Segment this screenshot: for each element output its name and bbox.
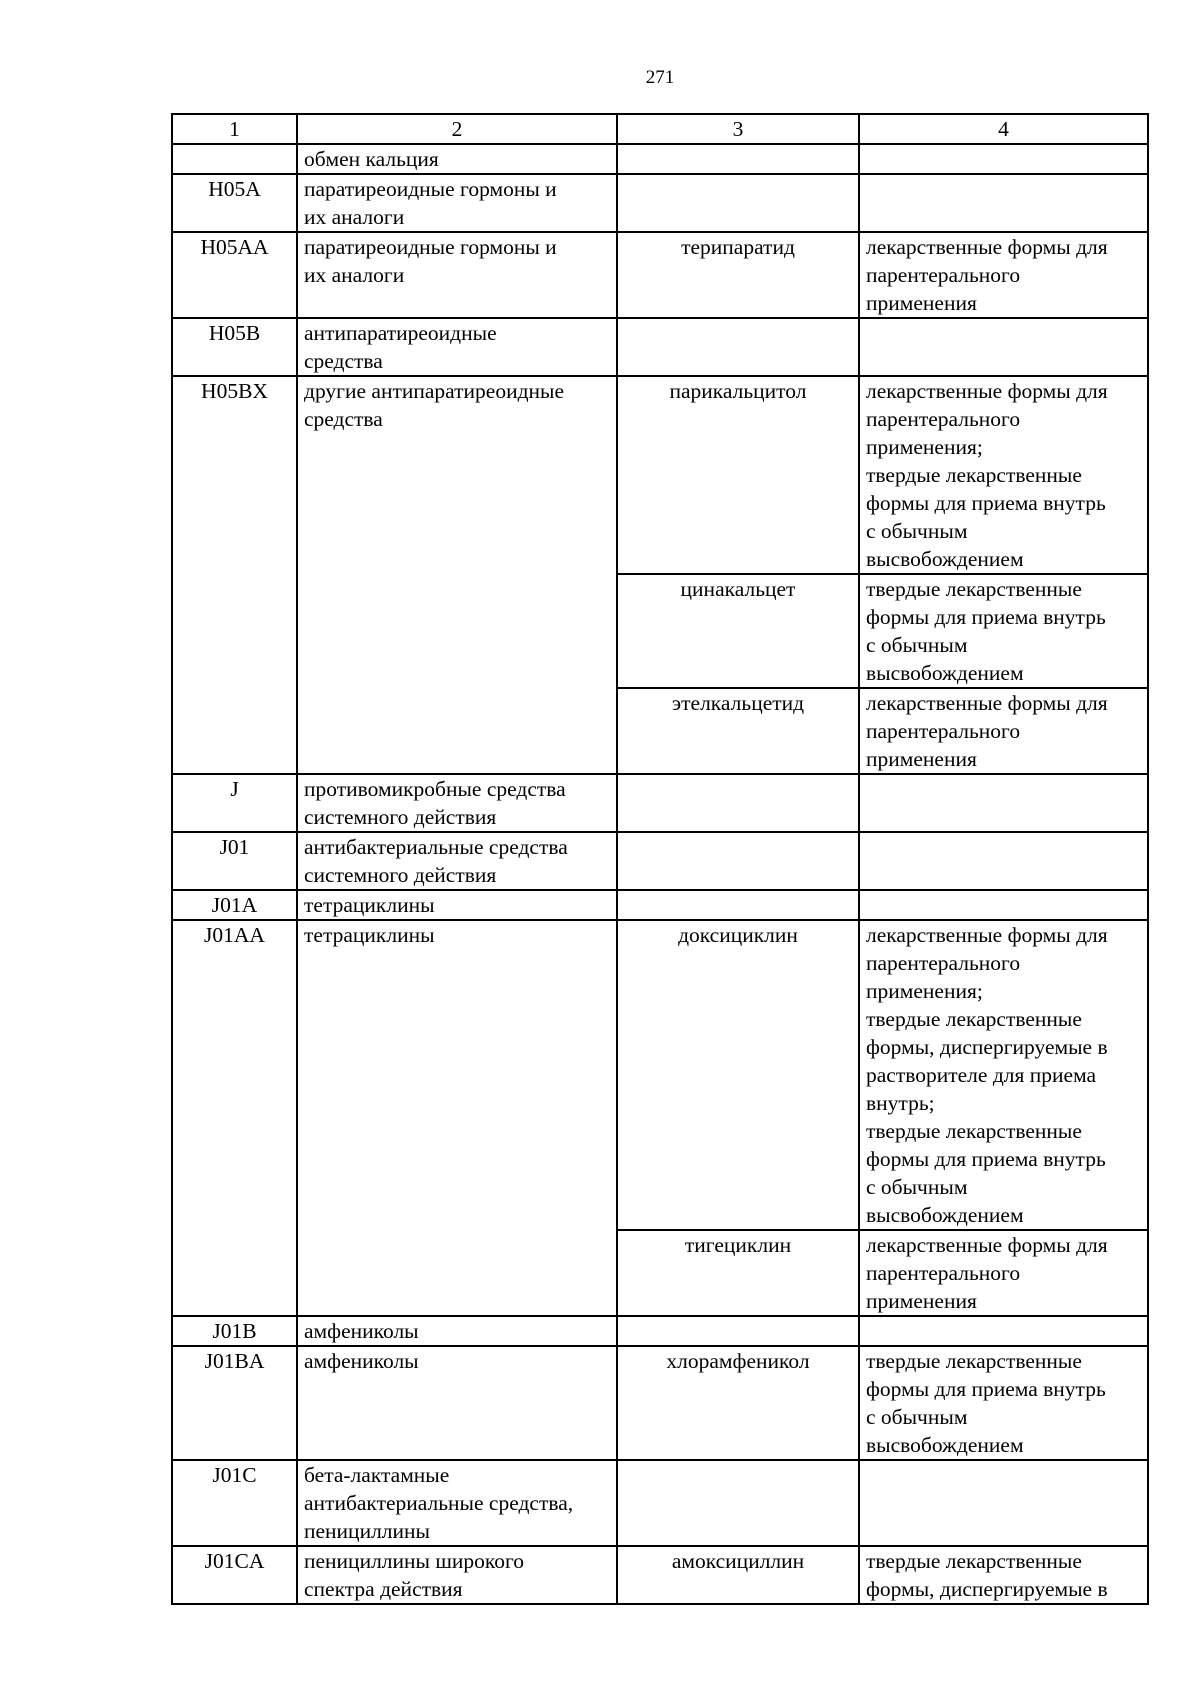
group-name-cell-line: паратиреоидные гормоны и xyxy=(304,235,557,259)
group-name-cell xyxy=(297,1546,617,1604)
dosage-form-cell-line: твердые лекарственные xyxy=(866,1549,1082,1573)
group-name-cell-line: антибактериальные средства xyxy=(304,835,568,859)
group-name-cell xyxy=(297,920,617,1316)
table-row xyxy=(172,144,1148,174)
dosage-form-cell xyxy=(859,174,1148,232)
dosage-form-cell-line: парентерального xyxy=(866,1261,1021,1285)
dosage-form-cell-line: формы, диспергируемые в xyxy=(866,1577,1108,1601)
table-row xyxy=(172,890,1148,920)
dosage-form-cell-line: применения; xyxy=(866,979,983,1003)
dosage-form-cell-line: применения xyxy=(866,747,977,771)
drug-name-cell xyxy=(617,1316,859,1346)
header-cell-1: 1 xyxy=(172,114,297,144)
dosage-form-cell-line: твердые лекарственные xyxy=(866,1349,1082,1373)
atc-code-cell: J01A xyxy=(172,890,297,920)
drug-name-cell xyxy=(617,1460,859,1546)
dosage-form-cell-line: твердые лекарственные xyxy=(866,577,1082,601)
dosage-form-cell xyxy=(859,1546,1148,1604)
group-name-cell-line: пенициллины xyxy=(304,1519,430,1543)
atc-code-cell: J01B xyxy=(172,1316,297,1346)
dosage-form-cell-line: лекарственные формы для xyxy=(866,235,1108,259)
drug-name-cell: терипаратид xyxy=(617,232,859,318)
atc-code-cell xyxy=(172,144,297,174)
group-name-cell xyxy=(297,1460,617,1546)
dosage-form-cell-line: лекарственные формы для xyxy=(866,923,1108,947)
drug-name-cell xyxy=(617,774,859,832)
dosage-form-cell-line: высвобождением xyxy=(866,1433,1024,1457)
drug-name-cell: амоксициллин xyxy=(617,1546,859,1604)
group-name-cell xyxy=(297,174,617,232)
group-name-cell-line: обмен кальция xyxy=(304,147,439,171)
dosage-form-cell xyxy=(859,1460,1148,1546)
drug-name-cell xyxy=(617,832,859,890)
atc-code-cell: H05BX xyxy=(172,376,297,774)
group-name-cell xyxy=(297,144,617,174)
dosage-form-cell-line: парентерального xyxy=(866,951,1021,975)
table-row xyxy=(172,774,1148,832)
dosage-form-cell-line: формы, диспергируемые в xyxy=(866,1035,1108,1059)
group-name-cell-line: системного действия xyxy=(304,805,497,829)
group-name-cell-line: спектра действия xyxy=(304,1577,463,1601)
dosage-form-cell xyxy=(859,688,1148,774)
group-name-cell-line: антипаратиреоидные xyxy=(304,321,497,345)
drug-name-cell xyxy=(617,318,859,376)
dosage-form-cell xyxy=(859,1316,1148,1346)
table-row xyxy=(172,832,1148,890)
table-row xyxy=(172,376,1148,574)
dosage-form-cell-line: формы для приема внутрь xyxy=(866,1377,1106,1401)
group-name-cell-line: средства xyxy=(304,349,383,373)
drug-name-cell xyxy=(617,890,859,920)
dosage-form-cell-line: парентерального xyxy=(866,407,1021,431)
dosage-form-cell-line: высвобождением xyxy=(866,661,1024,685)
drug-classification-table xyxy=(171,113,1149,1605)
drug-name-cell xyxy=(617,174,859,232)
header-cell-4: 4 xyxy=(859,114,1148,144)
dosage-form-cell-line: растворителе для приема xyxy=(866,1063,1097,1087)
table-row xyxy=(172,1546,1148,1604)
dosage-form-cell-line: парентерального xyxy=(866,263,1021,287)
dosage-form-cell xyxy=(859,920,1148,1230)
table-row xyxy=(172,920,1148,1230)
group-name-cell-line: средства xyxy=(304,407,383,431)
group-name-cell xyxy=(297,832,617,890)
table-row xyxy=(172,318,1148,376)
group-name-cell-line: тетрациклины xyxy=(304,893,435,917)
atc-code-cell: H05B xyxy=(172,318,297,376)
dosage-form-cell-line: с обычным xyxy=(866,1405,968,1429)
dosage-form-cell-line: твердые лекарственные xyxy=(866,463,1082,487)
dosage-form-cell-line: с обычным xyxy=(866,633,968,657)
dosage-form-cell-line: применения; xyxy=(866,435,983,459)
dosage-form-cell-line: формы для приема внутрь xyxy=(866,1147,1106,1171)
atc-code-cell: H05AA xyxy=(172,232,297,318)
page-number: 271 xyxy=(645,67,675,88)
dosage-form-cell-line: лекарственные формы для xyxy=(866,691,1108,715)
drug-name-cell: парикальцитол xyxy=(617,376,859,574)
dosage-form-cell xyxy=(859,376,1148,574)
drug-name-cell: тигециклин xyxy=(617,1230,859,1316)
group-name-cell xyxy=(297,774,617,832)
dosage-form-cell-line: высвобождением xyxy=(866,1203,1024,1227)
group-name-cell-line: амфениколы xyxy=(304,1319,419,1343)
group-name-cell-line: тетрациклины xyxy=(304,923,435,947)
dosage-form-cell xyxy=(859,890,1148,920)
table-row xyxy=(172,1346,1148,1460)
atc-code-cell: J01CA xyxy=(172,1546,297,1604)
dosage-form-cell-line: формы для приема внутрь xyxy=(866,491,1106,515)
table-row xyxy=(172,1316,1148,1346)
group-name-cell xyxy=(297,232,617,318)
drug-name-cell: этелкальцетид xyxy=(617,688,859,774)
dosage-form-cell-line: твердые лекарственные xyxy=(866,1119,1082,1143)
header-cell-2: 2 xyxy=(297,114,617,144)
dosage-form-cell xyxy=(859,832,1148,890)
group-name-cell xyxy=(297,318,617,376)
group-name-cell xyxy=(297,1316,617,1346)
header-cell-3: 3 xyxy=(617,114,859,144)
dosage-form-cell-line: с обычным xyxy=(866,1175,968,1199)
drug-name-cell: цинакальцет xyxy=(617,574,859,688)
dosage-form-cell xyxy=(859,774,1148,832)
atc-code-cell: H05A xyxy=(172,174,297,232)
dosage-form-cell-line: высвобождением xyxy=(866,547,1024,571)
drug-name-cell: доксициклин xyxy=(617,920,859,1230)
group-name-cell-line: их аналоги xyxy=(304,263,405,287)
atc-code-cell: J01AA xyxy=(172,920,297,1316)
table-row xyxy=(172,232,1148,318)
group-name-cell-line: паратиреоидные гормоны и xyxy=(304,177,557,201)
atc-code-cell: J01 xyxy=(172,832,297,890)
dosage-form-cell xyxy=(859,574,1148,688)
group-name-cell-line: их аналоги xyxy=(304,205,405,229)
atc-code-cell: J01C xyxy=(172,1460,297,1546)
dosage-form-cell xyxy=(859,1230,1148,1316)
group-name-cell-line: противомикробные средства xyxy=(304,777,566,801)
dosage-form-cell xyxy=(859,1346,1148,1460)
dosage-form-cell-line: лекарственные формы для xyxy=(866,379,1108,403)
dosage-form-cell-line: твердые лекарственные xyxy=(866,1007,1082,1031)
group-name-cell-line: пенициллины широкого xyxy=(304,1549,525,1573)
drug-name-cell xyxy=(617,144,859,174)
table-header-row xyxy=(172,114,1148,144)
dosage-form-cell-line: применения xyxy=(866,291,977,315)
dosage-form-cell xyxy=(859,318,1148,376)
dosage-form-cell-line: парентерального xyxy=(866,719,1021,743)
dosage-form-cell-line: формы для приема внутрь xyxy=(866,605,1106,629)
group-name-cell-line: антибактериальные средства, xyxy=(304,1491,574,1515)
group-name-cell xyxy=(297,1346,617,1460)
dosage-form-cell xyxy=(859,232,1148,318)
group-name-cell-line: бета-лактамные xyxy=(304,1463,450,1487)
table-row xyxy=(172,174,1148,232)
group-name-cell-line: системного действия xyxy=(304,863,497,887)
dosage-form-cell-line: внутрь; xyxy=(866,1091,935,1115)
dosage-form-cell-line: лекарственные формы для xyxy=(866,1233,1108,1257)
group-name-cell-line: амфениколы xyxy=(304,1349,419,1373)
dosage-form-cell xyxy=(859,144,1148,174)
table-row xyxy=(172,1460,1148,1546)
group-name-cell xyxy=(297,376,617,774)
dosage-form-cell-line: применения xyxy=(866,1289,977,1313)
dosage-form-cell-line: с обычным xyxy=(866,519,968,543)
atc-code-cell: J01BA xyxy=(172,1346,297,1460)
drug-name-cell: хлорамфеникол xyxy=(617,1346,859,1460)
group-name-cell-line: другие антипаратиреоидные xyxy=(304,379,565,403)
atc-code-cell: J xyxy=(172,774,297,832)
group-name-cell xyxy=(297,890,617,920)
